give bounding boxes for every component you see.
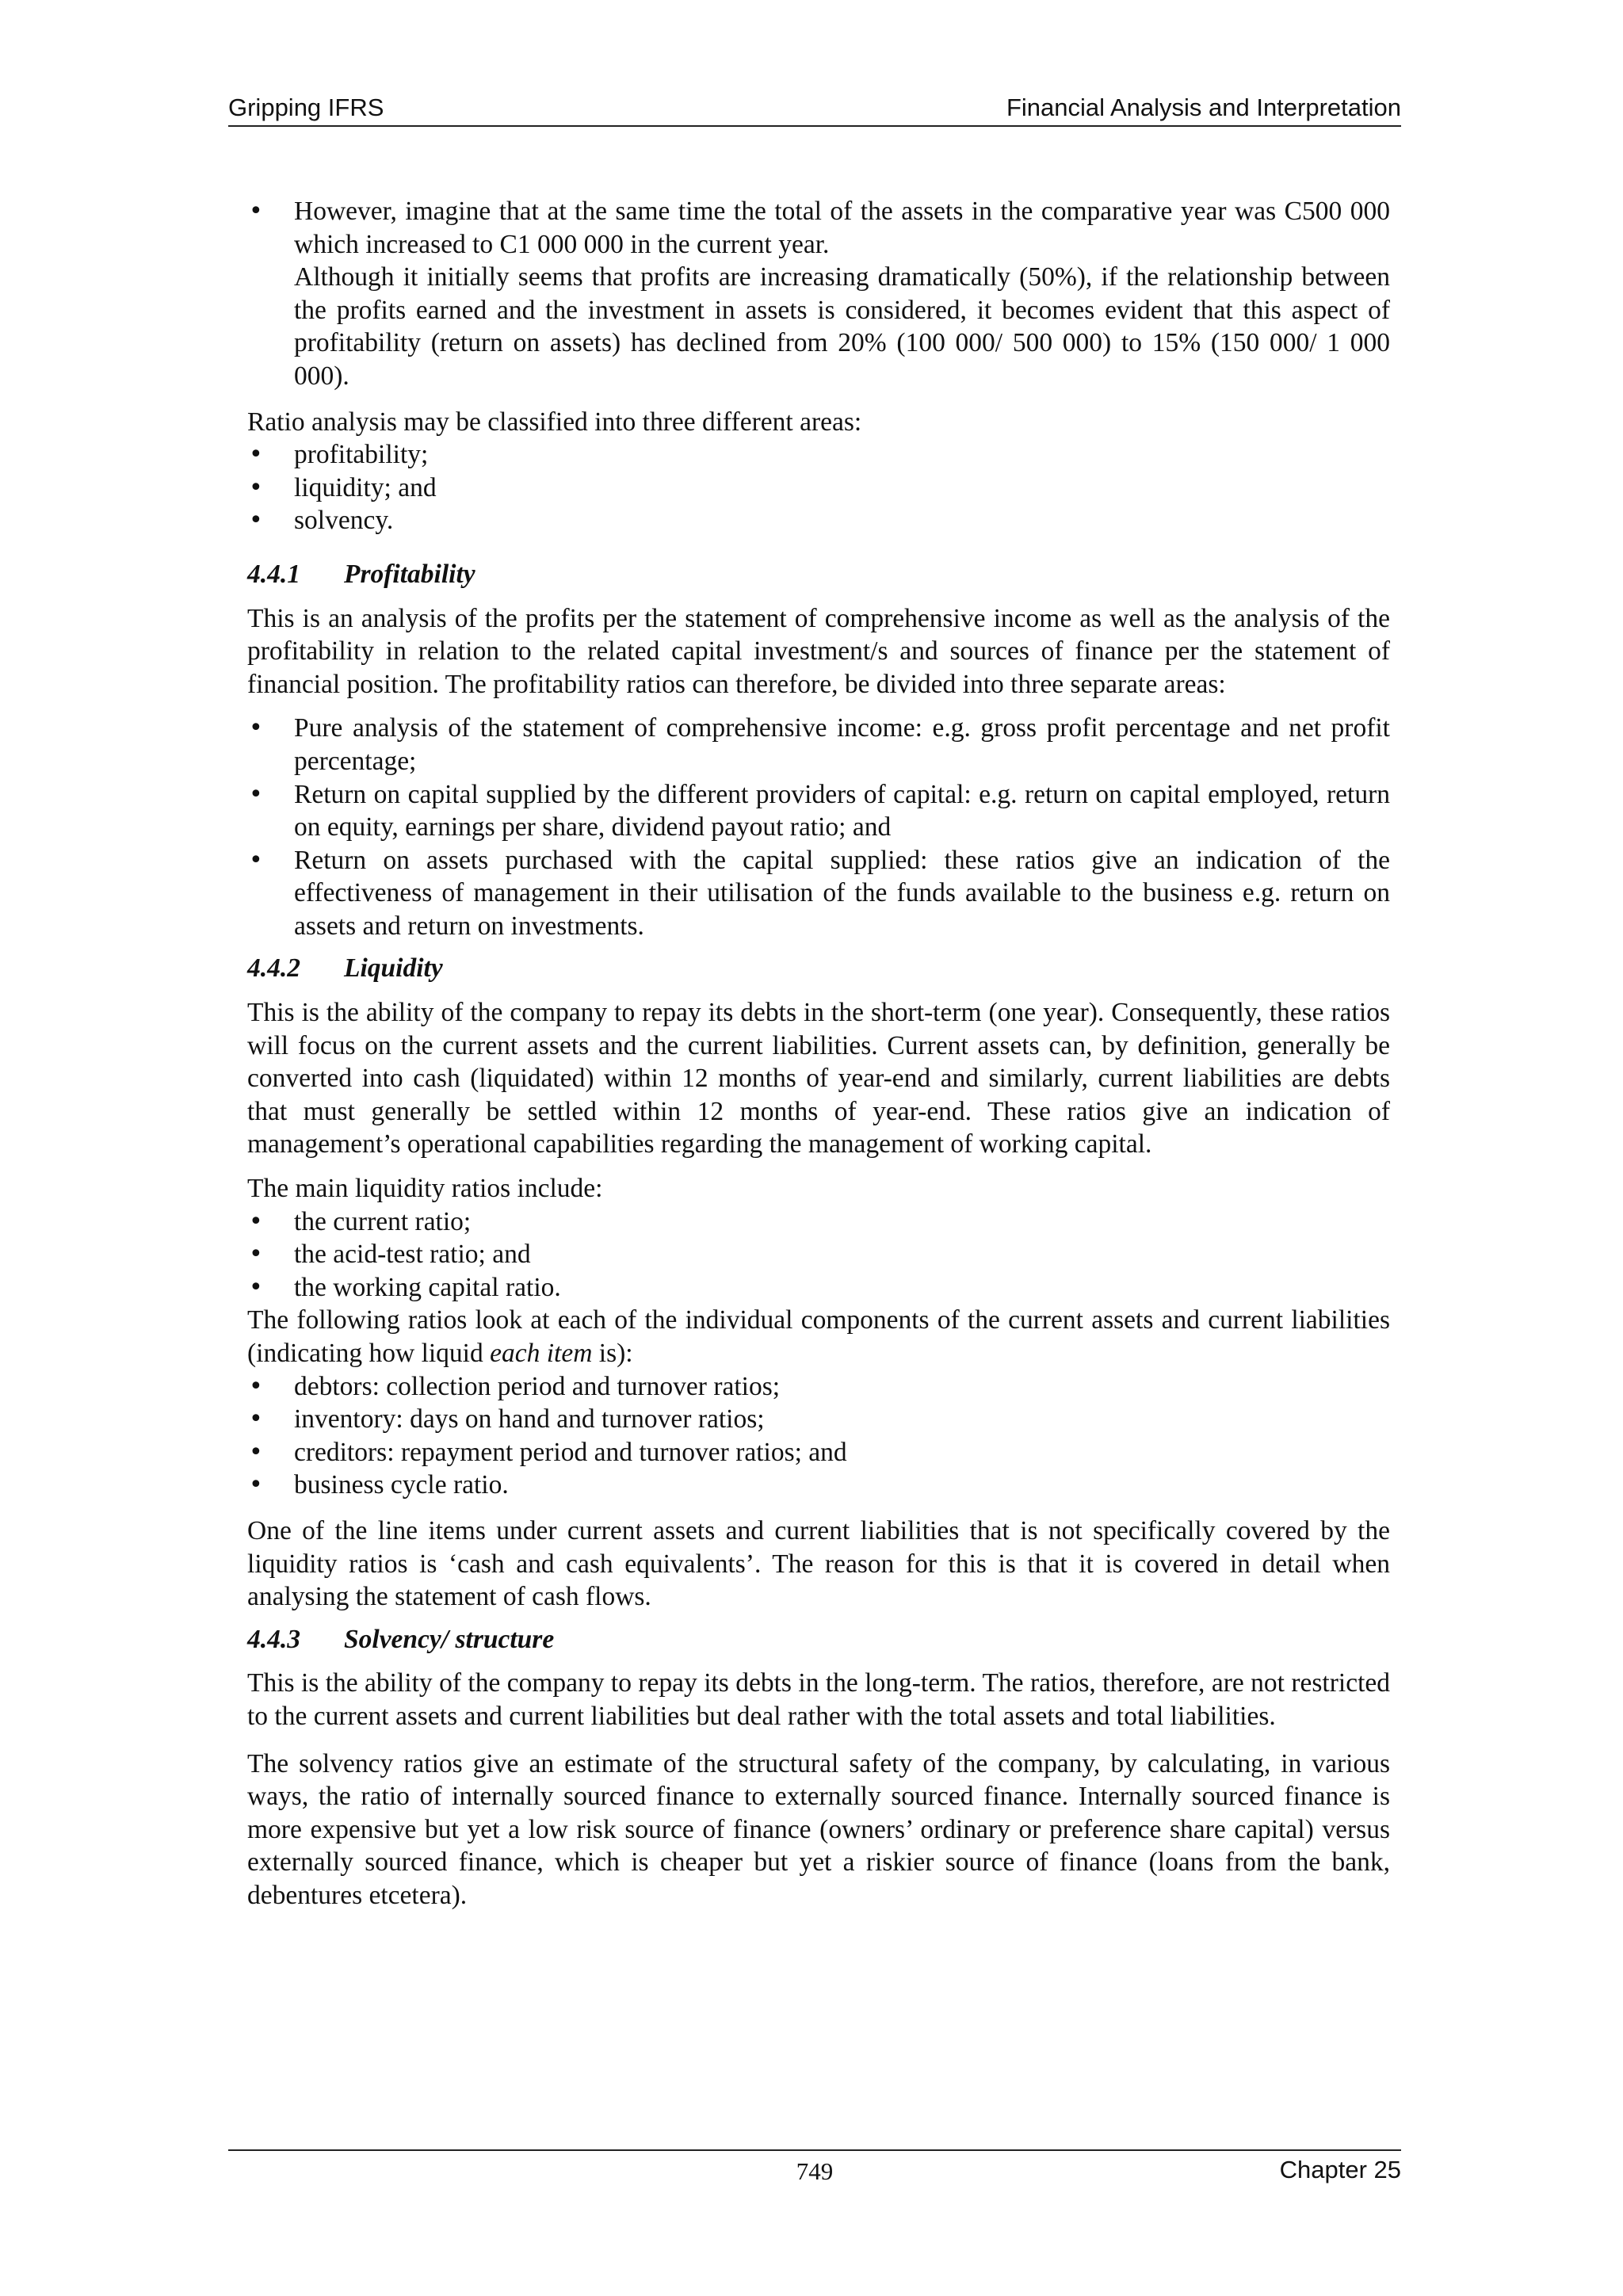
section-title: Liquidity (344, 953, 443, 984)
section-heading-liquidity (247, 952, 1390, 985)
section-number: 4.4.3 (247, 1624, 300, 1654)
cash-paragraph: One of the line items under current assets and current liabilities that is not specifically covered by the liquidity ratios is ‘cash and cash equivalents’. The reason for this is that it is covered in detail when analysing the statement of cash flows. (247, 1515, 1390, 1612)
intro-bullet-continuation: Although it initially seems that profits are increasing dramatically (50%), if the relationship between the profits earned and the investment in assets is considered, it becomes evident that this aspect of profitability (return on assets) has declined from 20% (100 000/ 500 000) to 15% (150 000/ 1 000 000). (294, 262, 1390, 391)
profitability-areas-list (247, 712, 1390, 942)
list-item: • creditors: repayment period and turnover ratios; and (247, 1436, 1390, 1469)
components-paragraph (247, 1304, 1390, 1370)
solvency-paragraph-1: This is the ability of the company to repay its debts in the long-term. The ratios, therefore, are not restricted to the current assets and current liabilities but deal rather with the total assets and total liabilities. (247, 1668, 1390, 1731)
running-header (228, 94, 1401, 127)
list-item (247, 195, 1390, 393)
header-book-title: Gripping IFRS (228, 94, 384, 121)
list-item: • Return on assets purchased with the capital supplied: these ratios give an indication of the effectiveness of management in their utilisation of the funds available to the business e.g. return on assets and return on investments. (247, 844, 1390, 943)
ratio-intro: Ratio analysis may be classified into three different areas: (247, 407, 862, 437)
main-liquidity-ratios-list (247, 1205, 1390, 1305)
section-number: 4.4.1 (247, 559, 300, 589)
running-footer (228, 2149, 1401, 2186)
footer-chapter: Chapter 25 (1279, 2156, 1401, 2183)
list-item: • inventory: days on hand and turnover ratios; (247, 1403, 1390, 1436)
components-emphasis: each item (490, 1339, 593, 1368)
profitability-paragraph: This is an analysis of the profits per the statement of comprehensive income as well as the analysis of the profitability in relation to the related capital investment/s and sources of finance per the statement of financial position. The profitability ratios can therefore, be divided into three separate areas: (247, 603, 1390, 699)
list-item: • the acid-test ratio; and (247, 1238, 1390, 1271)
list-item: • the working capital ratio. (247, 1271, 1390, 1305)
section-title: Solvency/ structure (344, 1624, 555, 1654)
main-liquidity-intro: The main liquidity ratios include: (247, 1174, 603, 1204)
page-body (247, 195, 1390, 1912)
ratio-areas-list (247, 438, 1390, 537)
list-item: • Pure analysis of the statement of comprehensive income: e.g. gross profit percentage and net profit percentage; (247, 712, 1390, 777)
section-heading-solvency (247, 1623, 1390, 1656)
section-title: Profitability (344, 559, 475, 589)
header-chapter-title: Financial Analysis and Interpretation (1006, 94, 1401, 121)
section-number: 4.4.2 (247, 953, 300, 984)
components-text-end: is): (592, 1339, 633, 1368)
list-item: • business cycle ratio. (247, 1469, 1390, 1502)
liquidity-paragraph: This is the ability of the company to repay its debts in the short-term (one year). Consequently, these ratios will focus on the current assets and the current liabilities. Current assets can, by definition, generally be converted into cash (liquidated) within 12 months of year-end and similarly, current liabilities are debts that must generally be settled within 12 months of year-end. These ratios give an indication of management’s operational capabilities regarding the management of working capital. (247, 998, 1390, 1159)
intro-bullet-text: • However, imagine that at the same time the total of the assets in the comparative year was C500 000 which increased to C1 000 000 in the current year. (294, 197, 1390, 259)
list-item: • Return on capital supplied by the different providers of capital: e.g. return on capital employed, return on equity, earnings per share, dividend payout ratio; and (247, 778, 1390, 844)
list-item: • the current ratio; (247, 1205, 1390, 1239)
section-heading-profitability (247, 558, 1390, 591)
list-item: • solvency. (247, 504, 1390, 537)
intro-bullet-list (247, 195, 1390, 393)
list-item: • profitability; (247, 438, 1390, 472)
component-ratios-list (247, 1370, 1390, 1502)
components-text: The following ratios look at each of the individual components of the current assets and current liabilities (indicating how liquid (247, 1305, 1390, 1368)
solvency-paragraph-2: The solvency ratios give an estimate of the structural safety of the company, by calculating, in various ways, the ratio of internally sourced finance to externally sourced finance. Internally sourced finance is more expensive but yet a low risk source of finance (owners’ ordinary or preference share capital) versus externally sourced finance, which is cheaper but yet a riskier source of finance (loans from the bank, debentures etcetera). (247, 1748, 1390, 1910)
page-number: 749 (796, 2157, 834, 2185)
list-item: • liquidity; and (247, 472, 1390, 505)
list-item: • debtors: collection period and turnover ratios; (247, 1370, 1390, 1404)
